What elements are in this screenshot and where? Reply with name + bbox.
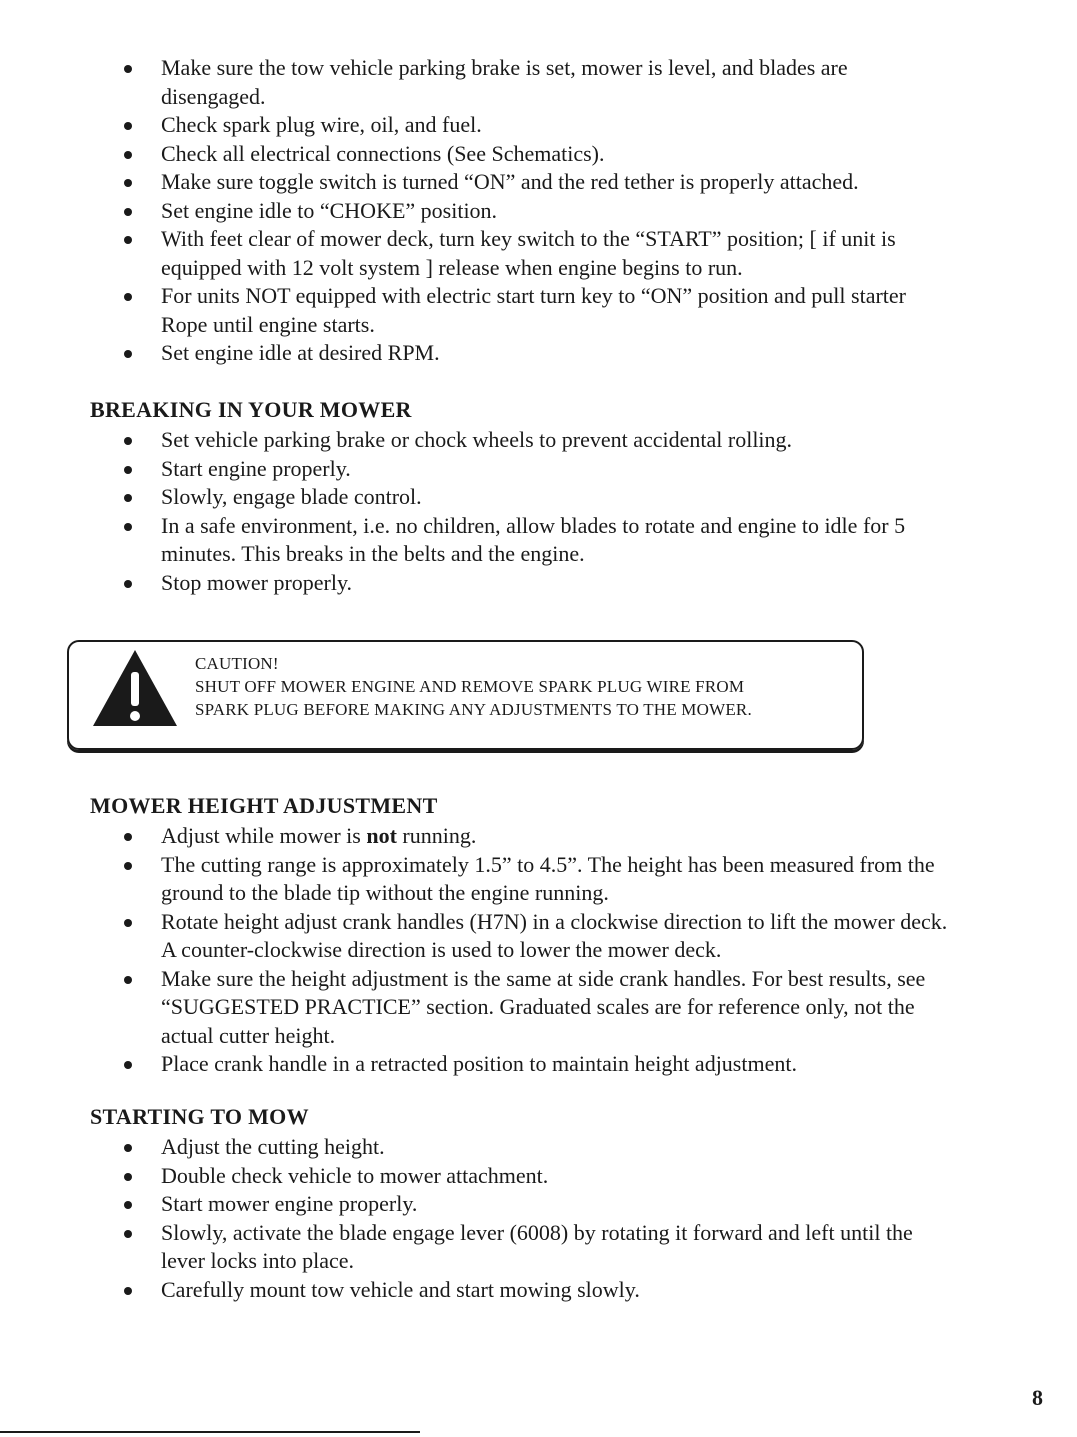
caution-box	[67, 640, 864, 750]
list-item-line: “SUGGESTED PRACTICE” section. Graduated scales are for reference only, not the	[161, 994, 915, 1019]
list-item-line: equipped with 12 volt system ] release when engine begins to run.	[161, 254, 743, 280]
list-item	[0, 1219, 1077, 1276]
height-adjustment-section	[0, 822, 1077, 1079]
list-item	[0, 455, 1077, 484]
height-item-1-pre: Adjust while mower is	[161, 823, 367, 848]
bullet-icon	[124, 236, 132, 244]
list-item-line: Slowly, activate the blade engage lever (6008) by rotating it forward and left until the	[161, 1219, 913, 1245]
bullet-icon	[124, 1201, 132, 1209]
list-item	[0, 225, 1077, 282]
list-item-line: For units NOT equipped with electric start turn key to “ON” position and pull starter	[161, 283, 906, 308]
intro-section	[0, 54, 1077, 368]
bullet-icon	[124, 1230, 132, 1238]
bullet-icon	[124, 179, 132, 187]
footer-rule	[0, 1431, 420, 1433]
list-item-line: Place crank handle in a retracted position to maintain height adjustment.	[161, 1051, 797, 1076]
list-item	[0, 965, 1077, 1051]
caution-title: CAUTION!	[195, 654, 279, 673]
list-item-line: Check spark plug wire, oil, and fuel.	[161, 112, 482, 137]
bullet-icon	[124, 208, 132, 216]
caution-text	[195, 652, 752, 721]
caution-line-1: SHUT OFF MOWER ENGINE AND REMOVE SPARK PLUG WIRE FROM	[195, 677, 745, 696]
list-item-line: lever locks into place.	[161, 1248, 355, 1273]
height-adjustment-heading: MOWER HEIGHT ADJUSTMENT	[90, 793, 438, 818]
warning-triangle-icon	[91, 648, 179, 728]
bullet-icon	[124, 1287, 132, 1295]
bullet-icon	[124, 833, 132, 841]
bullet-icon	[124, 350, 132, 358]
starting-to-mow-list	[0, 1133, 1077, 1304]
list-item-line: Check all electrical connections (See Schematics).	[161, 140, 605, 166]
breaking-in-heading: BREAKING IN YOUR MOWER	[90, 397, 412, 422]
bullet-icon	[124, 1173, 132, 1181]
caution-line-2: SPARK PLUG BEFORE MAKING ANY ADJUSTMENTS TO THE MOWER.	[195, 700, 752, 719]
list-item-line: Stop mower properly.	[161, 569, 353, 595]
list-item-line: In a safe environment, i.e. no children, allow blades to rotate and engine to idle for 5	[161, 512, 906, 538]
bullet-icon	[124, 65, 132, 73]
list-item-line: actual cutter height.	[161, 1022, 336, 1048]
list-item-line: Set engine idle to “CHOKE” position.	[161, 197, 498, 223]
bullet-icon	[124, 862, 132, 870]
list-item-line: Adjust the cutting height.	[161, 1134, 385, 1159]
bullet-icon	[124, 1144, 132, 1152]
list-item	[0, 1190, 1077, 1219]
list-item	[0, 1133, 1077, 1162]
list-item	[0, 851, 1077, 908]
bullet-icon	[124, 494, 132, 502]
list-item-line: The cutting range is approximately 1.5” to 4.5”. The height has been measured from the	[161, 851, 935, 877]
list-item-line: Slowly, engage blade control.	[161, 484, 422, 509]
bullet-icon	[124, 919, 132, 927]
breaking-in-list	[0, 426, 1077, 597]
list-item-line: Make sure the height adjustment is the same at side crank handles. For best results, see	[161, 965, 926, 991]
list-item	[0, 426, 1077, 455]
height-item-1-bold: not	[366, 823, 397, 848]
bullet-icon	[124, 580, 132, 588]
list-item-line: With feet clear of mower deck, turn key switch to the “START” position; [ if unit is	[161, 226, 896, 251]
list-item-line: disengaged.	[161, 83, 266, 109]
list-item	[0, 512, 1077, 569]
bullet-icon	[124, 466, 132, 474]
bullet-icon	[124, 976, 132, 984]
list-item	[0, 822, 1077, 851]
list-item	[0, 1050, 1077, 1079]
height-item-1-post: running.	[396, 823, 477, 848]
list-item-line: ground to the blade tip without the engine running.	[161, 880, 609, 905]
list-item	[0, 1162, 1077, 1191]
list-item	[0, 111, 1077, 140]
list-item	[0, 54, 1077, 111]
list-item-line: Double check vehicle to mower attachment.	[161, 1162, 549, 1188]
bullet-icon	[124, 1061, 132, 1069]
bullet-icon	[124, 122, 132, 130]
breaking-in-section	[0, 426, 1077, 597]
height-adjustment-list	[0, 822, 1077, 1079]
list-item-line: A counter-clockwise direction is used to lower the mower deck.	[161, 937, 722, 962]
intro-list	[0, 54, 1077, 368]
list-item-line: Set vehicle parking brake or chock wheels to prevent accidental rolling.	[161, 427, 793, 452]
bullet-icon	[124, 293, 132, 301]
list-item-line: Make sure the tow vehicle parking brake is set, mower is level, and blades are	[161, 55, 848, 80]
list-item	[0, 282, 1077, 339]
list-item	[0, 168, 1077, 197]
starting-to-mow-heading: STARTING TO MOW	[90, 1104, 309, 1129]
list-item-line: Set engine idle at desired RPM.	[161, 340, 440, 365]
list-item	[0, 1276, 1077, 1305]
list-item-line: Rope until engine starts.	[161, 311, 375, 337]
list-item	[0, 339, 1077, 368]
list-item	[0, 140, 1077, 169]
bullet-icon	[124, 151, 132, 159]
list-item-line: Rotate height adjust crank handles (H7N) in a clockwise direction to lift the mower deck.	[161, 908, 948, 934]
bullet-icon	[124, 437, 132, 445]
list-item-line: minutes. This breaks in the belts and the engine.	[161, 541, 585, 566]
bullet-icon	[124, 523, 132, 531]
list-item	[0, 197, 1077, 226]
list-item-line: Carefully mount tow vehicle and start mowing slowly.	[161, 1276, 640, 1302]
list-item-line: Start engine properly.	[161, 455, 351, 481]
list-item	[0, 569, 1077, 598]
list-item-line: Make sure toggle switch is turned “ON” and the red tether is properly attached.	[161, 169, 859, 194]
list-item	[0, 908, 1077, 965]
starting-to-mow-section	[0, 1133, 1077, 1304]
page-number: 8	[1032, 1385, 1043, 1410]
list-item	[0, 483, 1077, 512]
list-item-line: Start mower engine properly.	[161, 1191, 418, 1216]
